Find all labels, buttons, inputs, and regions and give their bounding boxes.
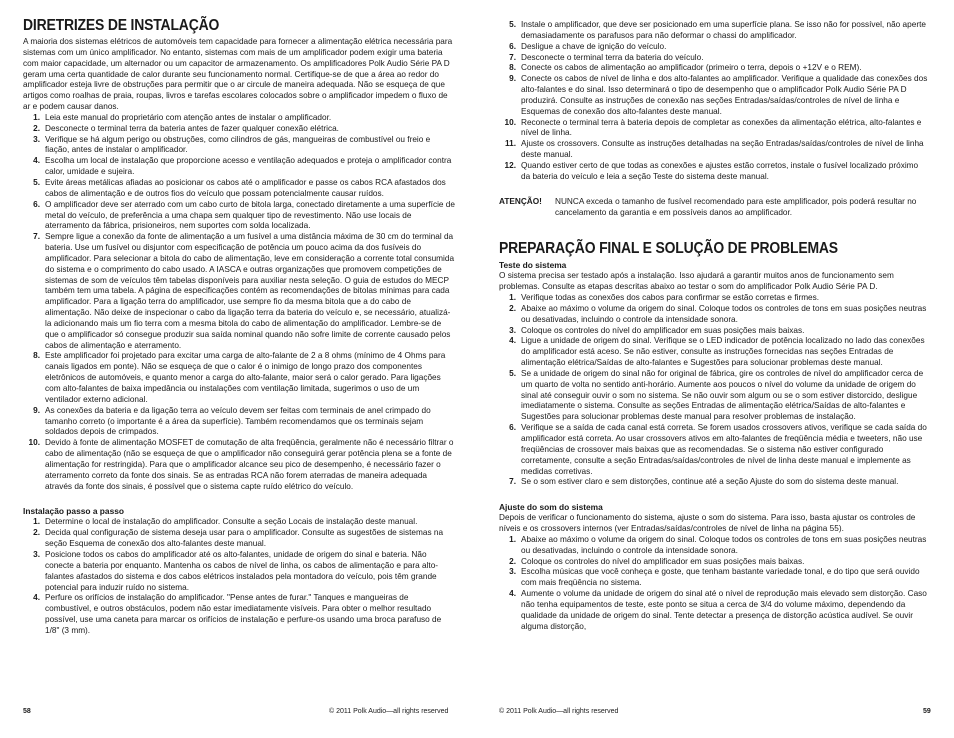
list-item: [23, 200, 455, 233]
item-number: 7.: [509, 477, 516, 487]
item-number: 7.: [509, 52, 516, 62]
item-text: Se o som estiver claro e sem distorções, continue até a seção Ajuste do som do sistema deste manual.: [521, 477, 899, 487]
item-number: 3.: [33, 549, 40, 559]
list-item: [23, 156, 455, 178]
item-text: Desconecte o terminal terra da bateria antes de fazer qualquer conexão elétrica.: [45, 123, 339, 133]
item-number: 11.: [504, 139, 516, 149]
item-number: 5.: [509, 368, 516, 378]
item-number: 9.: [33, 405, 40, 415]
item-text: Coloque os controles do nível do amplificador em suas posições mais baixas.: [521, 325, 805, 335]
item-text: Determine o local de instalação do amplificador. Consulte a seção Locais de instalação deste manual.: [45, 517, 418, 527]
item-text: Instale o amplificador, que deve ser posicionado em uma superfície plana. Se isso não for possível, não aperte demasiadamente os parafusos para não deformar o chassi do amplificador.: [521, 20, 926, 40]
item-number: 4.: [509, 336, 516, 346]
item-number: 9.: [509, 74, 516, 84]
intro-paragraph: A maioria dos sistemas elétricos de automóveis tem capacidade para fornecer a alimentação elétrica necessária para sistemas com um único amplificador. No entanto, sistemas com mais de um amplificador podem exigir uma bateria com maior capacidade, um alternador ou um capacitor de armazenamento. Os amplificadores Polk Audio Série PA D geram uma certa quantidade de calor durante seu funcionamento normal. Certifique-se de que a área ao redor do amplificador esteja livre de obstruções para permitir que o ar circule de maneira adequada. Não se esqueça de que artigos como roalhas de praia, roupas, livros e tarefas escolares colocados sobre o amplificador impedem o fluxo de ar e podem causar danos.: [23, 37, 453, 112]
list-item: [23, 113, 455, 124]
list-item: [499, 336, 929, 369]
page-number-left: 58: [23, 708, 31, 715]
page-number-right: 59: [923, 708, 931, 715]
item-text: Ligue a unidade de origem do sinal. Verifique se o LED indicador de potência localizado no lado das conexões do amplificador está aceso. Se não estiver, consulte as instruções fornecidas nas seções Entradas de alimentação elétrica/Saídas de alto-falantes e Sugestões para solucionar problemas deste manual.: [521, 336, 925, 368]
list-item: [499, 63, 929, 74]
warning-label: ATENÇÃO!: [499, 196, 542, 206]
item-number: 2.: [509, 303, 516, 313]
item-number: 6.: [509, 423, 516, 433]
list-item: [23, 550, 455, 593]
list-item: [23, 135, 455, 157]
item-text: Decida qual configuração de sistema deseja usar para o amplificador. Consulte as sugestões de sistemas na seção Esquema de conexão dos alto-falantes deste manual.: [45, 528, 444, 549]
list-item: [499, 118, 929, 140]
item-text: Reconecte o terminal terra à bateria depois de completar as conexões da alimentação elétrica, alto-falantes e nível de linha.: [521, 117, 922, 138]
item-text: Sempre ligue a conexão da fonte de alimentação a um fusível a uma distância máxima de 30 cm do terminal da bateria. Use um fusível ou disjuntor com especificação de potência um pouco acima da dos fusíveis do amplificador. Para selecionar a bitola do cabo de alimentação, leve em consideração a corrente total consumida do sistema e o comprimento do cabo usado. A IASCA e outras organizações que promovem competições de sistemas de som de veículos têm tabelas disponíveis para auxiliar nesta seleção. O guia de estudos do MECP também tem uma tabela. A página de especificações contém as recomendações de bitolas mínimas para cada amplificador. Para a ligação terra do amplificador, use sempre fio da mesma bitola que a do cabo de alimentação. Não deixe de inspecionar o cabo da ligação terra da bateria do veículo e, se necessário, atualizá-la adicionando mais um fio terra com a mesma bitola do cabo de alimentação do amplificador. Lembre-se de que o amplificador só consegue produzir sua saída nominal quando não sofre limite de corrente causado pelos cabos de alimentação e aterramento.: [45, 232, 455, 350]
item-number: 10.: [504, 117, 516, 127]
item-text: Conecte os cabos de nível de linha e dos alto-falantes ao amplificador. Verifique a qualidade das conexões dos alto-falantes e do sinal. Isso determinará o tipo de desempenho que o amplificador Polk Audio Série PA D produzirá. Consulte as instruções de conexão nas seções Entradas/saídas/controles de nível de linha e Esquemas de conexão dos alto-falantes deste manual.: [521, 74, 928, 116]
list-item: [23, 528, 455, 550]
list-item: [499, 74, 929, 117]
list-item: [499, 589, 929, 632]
item-text: Ajuste os crossovers. Consulte as instruções detalhadas na seção Entradas/saídas/controles de nível de linha deste manual.: [521, 139, 924, 160]
item-number: 2.: [33, 528, 40, 538]
item-number: 1.: [509, 293, 516, 303]
list-item: [23, 351, 455, 405]
item-text: Se a unidade de origem do sinal não for original de fábrica, gire os controles de nível do amplificador cerca de um quarto de volta no sentido anti-horário. Aumente aos poucos o nível do volume da unidade de origem do sinal até conseguir ouvir o som no sistema. Se não ouvir som algum ou se o som estiver distorcido, desligue imediatamente o sistema. Consulte as seções Entradas de alimentação elétrica/Saídas de alto-falantes e Sugestões para solucionar problemas deste manual para resolver problemas de instalação.: [521, 368, 924, 422]
warning-block: [499, 197, 929, 219]
list-item: [499, 326, 929, 337]
sound-adjust-heading: Ajuste do som do sistema: [499, 502, 603, 513]
list-item: [499, 477, 929, 488]
item-text: Aumente o volume da unidade de origem do sinal até o nível de reprodução mais elevado sem distorção. Caso não tenha equipamentos de teste, este ponto se situa a cerca de 3/4 do volume máximo, dependendo da qualidade da unidade de origem do sinal. Tente detectar a presença de distorção acústica audível. Se ouvir alguma distorção,: [521, 589, 927, 631]
list-item: [23, 232, 455, 351]
item-number: 1.: [509, 534, 516, 544]
item-text: Evite áreas metálicas afiadas ao posicionar os cabos até o amplificador e passe os cabos RCA afastados dos cabos de alimentação e de outros fios do veículo que possam potencialmente causar ruídos.: [45, 177, 446, 198]
list-item: [499, 20, 929, 42]
warning-text: NUNCA exceda o tamanho de fusível recomendado para este amplificador, pois poderá resultar no cancelamento da garantia e em possíveis danos ao amplificador.: [555, 196, 917, 217]
system-test-heading: Teste do sistema: [499, 260, 567, 271]
item-text: O amplificador deve ser aterrado com um cabo curto de bitola larga, conectado diretamente a uma superfície de metal do veículo, de preferência a uma chapa sem qualquer tipo de revestimento. Não use locais de aterramento da fábrica, prisioneiros, nem suportes com solda localizada.: [45, 199, 455, 231]
list-item: [23, 438, 455, 492]
item-text: Perfure os orifícios de instalação do amplificador. "Pense antes de furar." Tanques e mangueiras de combustível, e outros obstáculos, podem não estar imediatamente visíveis. Para obter o melhor resultado possível, use uma caneta para marcar os orifícios de instalação e perfure-os usando uma broca parafuso de 1/8" (3 mm).: [45, 593, 442, 635]
list-item: [499, 423, 929, 477]
item-number: 6.: [509, 41, 516, 51]
item-text: Verifique se a saída de cada canal está correta. Se forem usados crossovers ativos, verifique se cada saída do amplificador está correta. Ao usar crossovers ativos em alto-falantes de freqüência média e tweeters, não use freqüências de crossover mais baixas que as recomendadas. Se o sistema não estiver configurado corretamente, consulte a seção Entradas/saídas/controles de nível de linha deste manual e implemente as medidas corretivas.: [521, 423, 927, 476]
copyright-right: © 2011 Polk Audio—all rights reserved: [499, 708, 619, 715]
list-item: [499, 293, 929, 304]
item-number: 3.: [33, 134, 40, 144]
item-text: Desligue a chave de ignição do veículo.: [521, 41, 667, 51]
item-text: Verifique se há algum perigo ou obstruções, como cilindros de gás, mangueiras de combustível ou freio e fiação, antes de instalar o amplificador.: [45, 134, 431, 155]
item-text: Verifique todas as conexões dos cabos para confirmar se estão corretas e firmes.: [521, 293, 820, 303]
list-item: [23, 517, 455, 528]
step-by-step-heading: Instalação passo a passo: [23, 506, 125, 517]
item-number: 5.: [33, 177, 40, 187]
item-text: Abaixe ao máximo o volume da origem do sinal. Coloque todos os controles de tons em suas posições neutras ou desativadas, incluindo o controle da intensidade sonora.: [521, 303, 927, 324]
sound-adjust-intro: Depois de verificar o funcionamento do sistema, ajuste o som do sistema. Para isso, basta ajustar os controles de níveis e os crossovers internos (ver Entradas/saídas/controles de nível de linha na página 55).: [499, 513, 916, 534]
item-number: 12.: [504, 160, 516, 170]
item-number: 1.: [33, 517, 40, 527]
item-text: Escolha um local de instalação que proporcione acesso e ventilação adequados e proteja o amplificador contra calor, umidade e sujeira.: [45, 156, 452, 177]
item-number: 4.: [33, 156, 40, 166]
system-test-intro: O sistema precisa ser testado após a instalação. Isso ajudará a garantir muitos anos de funcionamento sem problemas. Consulte as etapas descritas abaixo ao testar o som do amplificador Polk Audio Série PA D.: [499, 271, 894, 292]
list-item: [23, 178, 455, 200]
item-text: Abaixe ao máximo o volume da origem do sinal. Coloque todos os controles de tons em suas posições neutras ou desativadas, incluindo o controle da intensidade sonora.: [521, 534, 927, 555]
list-item: [499, 42, 929, 53]
list-item: [23, 406, 455, 439]
item-number: 6.: [33, 199, 40, 209]
guidelines-list: [23, 113, 455, 493]
list-item: [499, 304, 929, 326]
item-text: Leia este manual do proprietário com atenção antes de instalar o amplificador.: [45, 112, 332, 122]
list-item: [499, 567, 929, 589]
list-item: [499, 557, 929, 568]
item-text: Posicione todos os cabos do amplificador até os alto-falantes, unidade de origem do sinal e bateria. Não conecte a bateria por enquanto. Mantenha os cabos de nível de linha, os cabos de alimentação e para alto-falantes afastados do sistema e dos cabos elétricos instalados pela montadora do veículo, pois têm grande potencial para induzir ruído no sistema.: [45, 549, 439, 592]
item-text: As conexões da bateria e da ligação terra ao veículo devem ser feitas com terminais de anel crimpado do tamanho correto (o importante é a área da superfície). Também recomendamos que os terminais sejam soldados depois de crimpados.: [45, 405, 431, 437]
item-number: 3.: [509, 567, 516, 577]
steps-continued-list: [499, 20, 929, 183]
item-text: Devido à fonte de alimentação MOSFET de comutação de alta freqüência, geralmente não é necessário filtrar o cabo de alimentação (não se esqueça de que o amplificador não conseguirá gerar potência plena se a fonte de alimentação for restringida). Para que o amplificador alcance seu pico de desempenho, é necessário fazer o aterramento correto da fonte dos sinais. Se as entradas RCA não forem aterradas de maneira adequada através da fonte dos sinais, é possível que o sistema capte ruído elétrico do veículo.: [45, 438, 454, 491]
item-number: 2.: [33, 123, 40, 133]
list-item: [23, 124, 455, 135]
final-prep-heading: PREPARAÇÃO FINAL E SOLUÇÃO DE PROBLEMAS: [499, 240, 838, 258]
item-text: Conecte os cabos de alimentação ao amplificador (primeiro o terra, depois o +12V e o REM).: [521, 63, 862, 73]
copyright-left: © 2011 Polk Audio—all rights reserved: [329, 708, 449, 715]
item-number: 3.: [509, 325, 516, 335]
right-column: [499, 20, 929, 633]
list-item: [499, 139, 929, 161]
item-text: Coloque os controles do nível do amplificador em suas posições mais baixas.: [521, 556, 805, 566]
item-text: Quando estiver certo de que todas as conexões e ajustes estão corretos, instale o fusível localizado próximo da bateria do veículo e leia a seção Teste do sistema deste manual.: [521, 160, 919, 181]
item-number: 4.: [33, 593, 40, 603]
list-item: [23, 593, 455, 636]
list-item: [499, 535, 929, 557]
item-number: 10.: [28, 438, 40, 448]
item-text: Desconecte o terminal terra da bateria do veículo.: [521, 52, 704, 62]
list-item: [499, 161, 929, 183]
item-number: 1.: [33, 112, 40, 122]
item-number: 2.: [509, 556, 516, 566]
list-item: [499, 369, 929, 423]
item-number: 4.: [509, 589, 516, 599]
installation-guidelines-heading: DIRETRIZES DE INSTALAÇÃO: [23, 17, 220, 34]
item-number: 8.: [33, 351, 40, 361]
item-number: 8.: [509, 63, 516, 73]
item-number: 7.: [33, 232, 40, 242]
item-number: 5.: [509, 20, 516, 29]
item-text: Este amplificador foi projetado para excitar uma carga de alto-falante de 2 a 8 ohms (mínimo de 4 Ohms para canais ligados em ponte). Não se esqueça de que o calor é o inimigo de longo prazo dos componentes eletrônicos de automóveis, e quanto menor a carga do alto-falante, maior será o calor gerado. Para ligações com alto-falantes de baixa impedância ou instalações com ventilação limitada, sugerimos o uso de um ventilador externo adicional.: [45, 351, 446, 404]
sound-adjust-list: [499, 535, 929, 633]
item-text: Escolha músicas que você conheça e goste, que tenham bastante variedade tonal, e do tipo que será ouvido com mais freqüência no sistema.: [521, 567, 920, 588]
steps-list: [23, 517, 455, 636]
left-column: [23, 17, 455, 637]
right-page: [477, 0, 954, 738]
list-item: [499, 53, 929, 64]
system-test-list: [499, 293, 929, 488]
